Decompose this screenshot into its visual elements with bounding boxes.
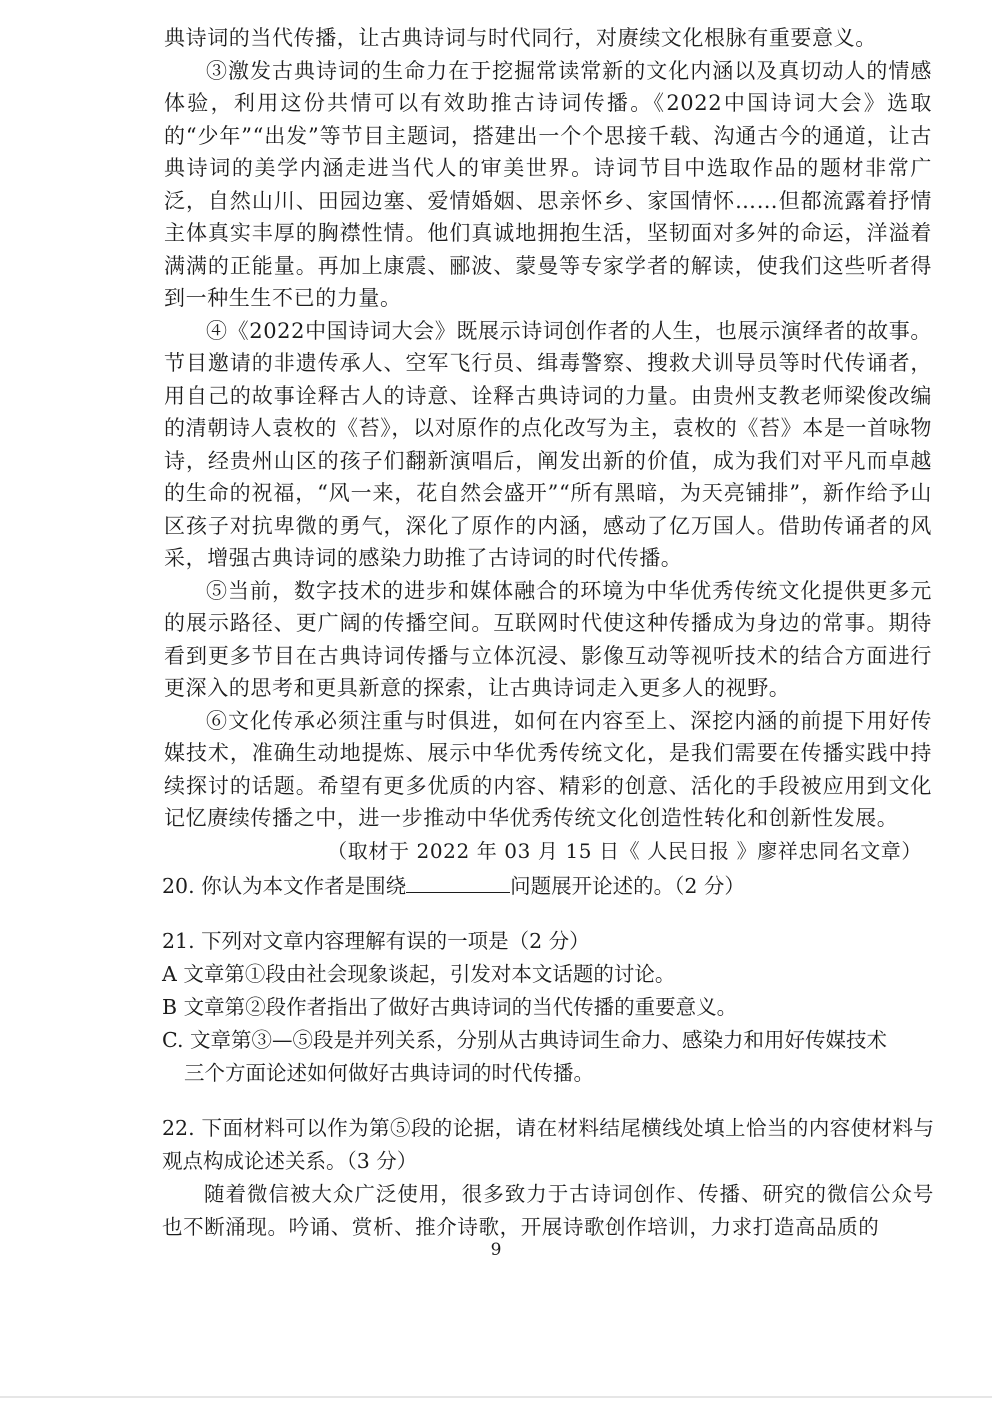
- paragraph-6: ⑥文化传承必须注重与时俱进，如何在内容至上、深挖内涵的前提下用好传媒技术，准确生动地提炼、展示中华优秀传统文化，是我们需要在传播实践中持续探讨的话题。希望有更多优质的内容、精彩的创意、活化的手段被应用到文化记忆赓续传播之中，进一步推动中华优秀传统文化创造性转化和创新性发展。: [164, 708, 932, 830]
- question-22-stem: 22. 下面材料可以作为第⑤段的论据，请在材料结尾横线处填上恰当的内容使材料与观点构成论述关系。（3 分）: [162, 1116, 934, 1173]
- reading-passage: [164, 22, 932, 867]
- questions-section: [162, 870, 934, 1244]
- bottom-divider: [0, 1396, 992, 1398]
- option-a: A 文章第①段由社会现象谈起，引发对本文话题的讨论。: [162, 962, 676, 986]
- question-20: [162, 870, 934, 903]
- source-citation: （取材于 2022 年 03 月 15 日《 人民日报 》廖祥忠同名文章）: [327, 838, 922, 863]
- page-number: 9: [490, 1240, 502, 1260]
- paragraph-5: ⑤当前，数字技术的进步和媒体融合的环境为中华优秀传统文化提供更多元的展示路径、更广阔的传播空间。互联网时代使这种传播成为身边的常事。期待看到更多节目在古典诗词传播与立体沉浸、影像互动等视听技术的结合方面进行更深入的思考和更具新意的探索，让古典诗词走入更多人的视野。: [164, 578, 932, 700]
- question-22-material: 随着微信被大众广泛使用，很多致力于古诗词创作、传播、研究的微信公众号也不断涌现。吟诵、赏析、推介诗歌，开展诗歌创作培训，力求打造高品质的: [162, 1182, 934, 1239]
- option-c: C. 文章第③—⑤段是并列关系，分别从古典诗词生命力、感染力和用好传媒技术: [162, 1028, 887, 1052]
- question-20-text-before: 20. 你认为本文作者是围绕: [162, 874, 407, 898]
- option-c-continuation: 三个方面论述如何做好古典诗词的时代传播。: [184, 1061, 594, 1085]
- answer-blank[interactable]: [406, 872, 510, 893]
- option-b: B 文章第②段作者指出了做好古典诗词的当代传播的重要意义。: [162, 995, 738, 1019]
- question-21-stem: 21. 下列对文章内容理解有误的一项是（2 分）: [162, 929, 590, 953]
- paragraph-3: ③激发古典诗词的生命力在于挖掘常读常新的文化内涵以及真切动人的情感体验，利用这份共情可以有效助推古诗词传播。《2022中国诗词大会》选取的“少年”“出发”等节目主题词，搭建出一个个思接千载、沟通古今的通道，让古典诗词的美学内涵走进当代人的审美世界。诗词节目中选取作品的题材非常广泛，自然山川、田园边塞、爱情婚姻、思亲怀乡、家国情怀……但都流露着抒情主体真实丰厚的胸襟性情。他们真诚地拥抱生活，坚韧面对多舛的命运，洋溢着满满的正能量。再加上康震、郦波、蒙曼等专家学者的解读，使我们这些听者得到一种生生不已的力量。: [164, 58, 932, 310]
- paragraph-4: ④《2022中国诗词大会》既展示诗词创作者的人生，也展示演绎者的故事。节目邀请的非遗传承人、空军飞行员、缉毒警察、搜救犬训导员等时代传诵者，用自己的故事诠释古人的诗意、诠释古典诗词的力量。由贵州支教老师梁俊改编的清朝诗人袁枚的《苔》，以对原作的点化改写为主，袁枚的《苔》本是一首咏物诗，经贵州山区的孩子们翻新演唱后，阐发出新的价值，成为我们对平凡而卓越的生命的祝福，“风一来，花自然会盛开”“所有黑暗，为天亮铺排”，新作给予山区孩子对抗卑微的勇气，深化了原作的内涵，感动了亿万国人。借助传诵者的风采，增强古典诗词的感染力助推了古诗词的时代传播。: [164, 318, 932, 570]
- paragraph-continuation: 典诗词的当代传播，让古典诗词与时代同行，对赓续文化根脉有重要意义。: [164, 26, 877, 50]
- question-20-text-after: 问题展开论述的。（2 分）: [510, 874, 745, 898]
